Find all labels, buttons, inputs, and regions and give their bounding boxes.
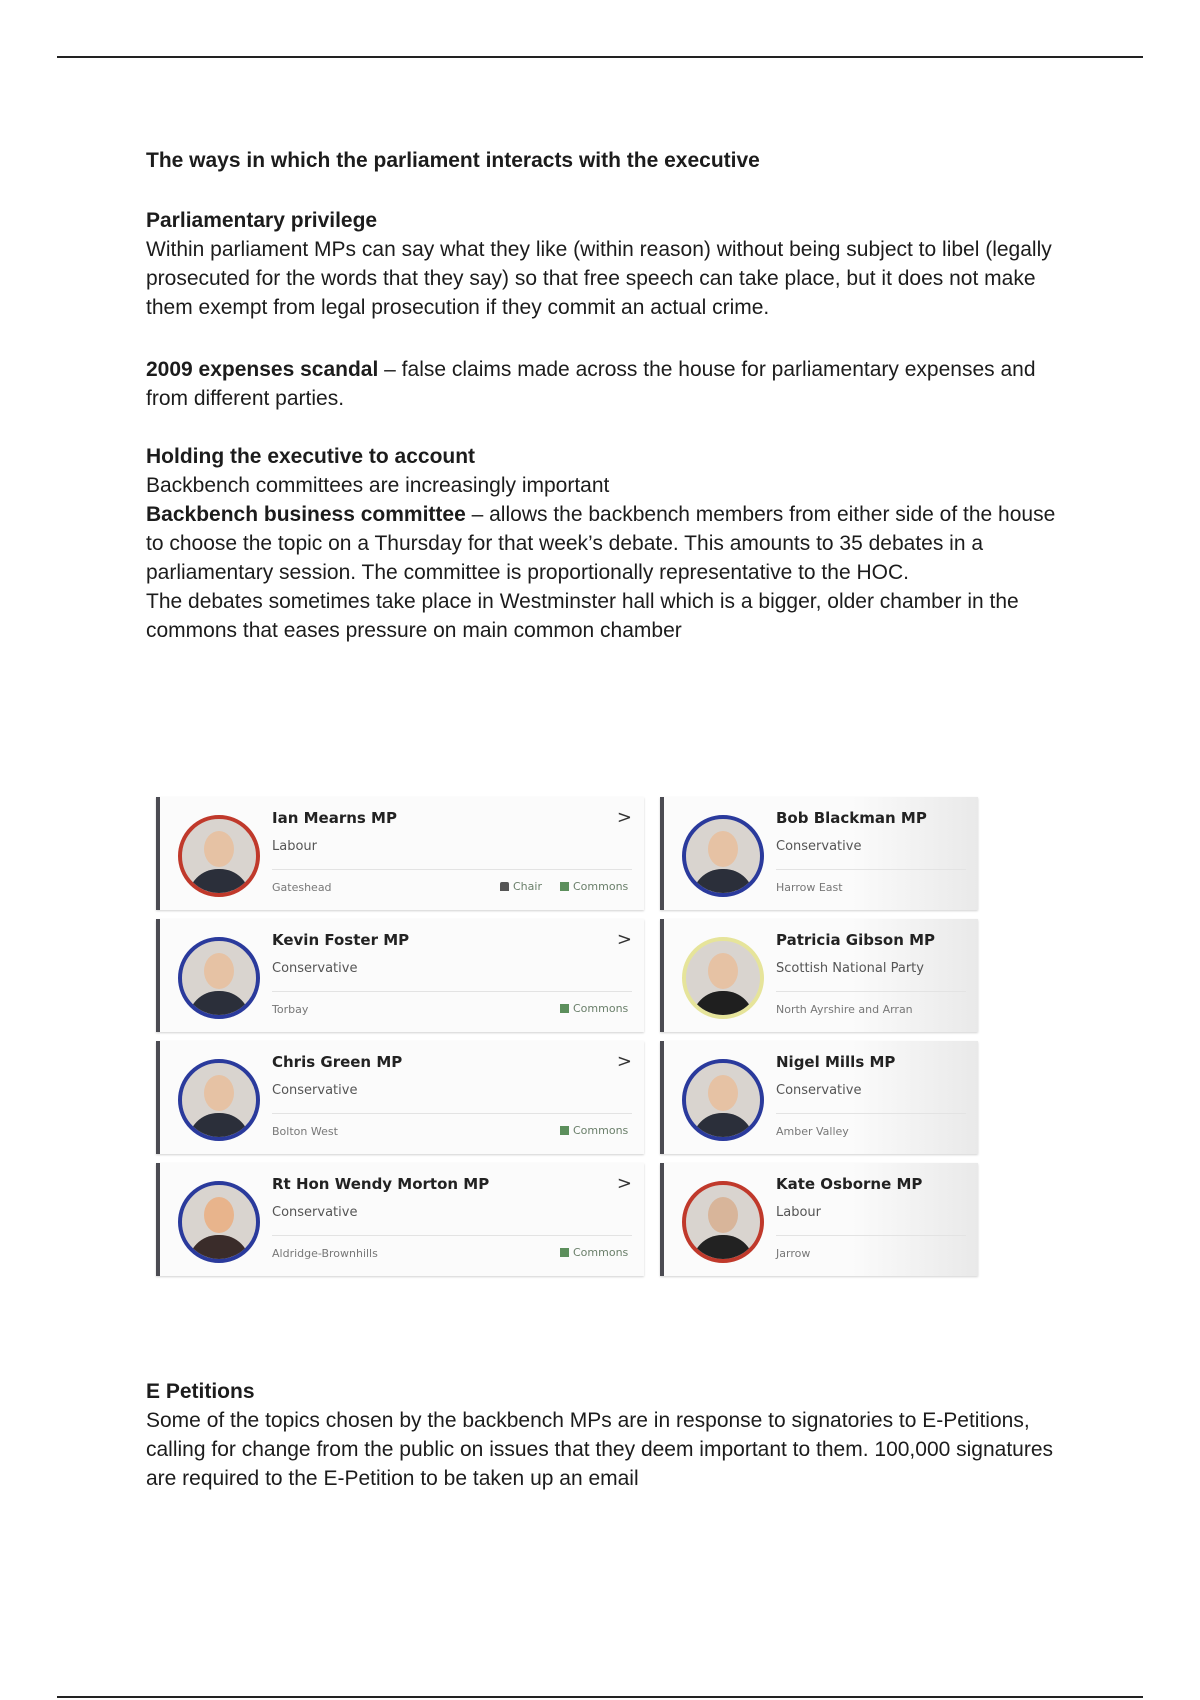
account-paragraph2 [146,500,1066,587]
privilege-section [146,206,1066,322]
expenses-rest: – false claims made across the house for parliamentary expenses and from different parties. [146,358,1036,410]
mp-party: Conservative [272,1205,358,1220]
commons-icon [560,882,569,891]
top-rule [57,56,1143,58]
mp-avatar [682,815,764,897]
petitions-text: Some of the topics chosen by the backbench MPs are in response to signatories to E-Petitions, calling for change from the public on issues that they deem important to them. 100,000 signatures are required to the E-Petition to be taken up an email [146,1409,1054,1490]
mp-constituency: Jarrow [776,1247,811,1260]
house-label: Commons [573,1124,629,1137]
house-label: Commons [573,880,629,893]
page-title: The ways in which the parliament interacts with the executive [146,149,760,172]
mp-name: Patricia Gibson MP [776,931,936,949]
mp-card[interactable] [660,1163,978,1276]
expenses-text [146,355,1066,413]
house-label: Commons [573,1002,629,1015]
mp-card[interactable] [660,1041,978,1154]
account-section [146,442,1066,645]
mp-party: Conservative [776,839,862,854]
chevron-right-icon[interactable]: > [616,1173,632,1194]
commons-icon [560,1248,569,1257]
account-line1: Backbench committees are increasingly important [146,474,610,497]
privilege-text: Within parliament MPs can say what they like (within reason) without being subject to libel (legally prosecuted for the words that they say) so that free speech can take place, but it does not make them exempt from legal prosecution if they commit an actual crime. [146,238,1052,319]
commons-icon [560,1126,569,1135]
mp-name: Kate Osborne MP [776,1175,923,1193]
mp-party: Conservative [776,1083,862,1098]
divider [776,991,966,992]
committee-bold: Backbench business committee [146,503,466,526]
petitions-heading: E Petitions [146,1380,255,1403]
divider [272,869,632,870]
mp-card[interactable] [156,919,644,1032]
divider [272,991,632,992]
mp-constituency: Bolton West [272,1125,338,1138]
privilege-heading: Parliamentary privilege [146,209,378,232]
mp-avatar [178,937,260,1019]
mp-card[interactable] [660,797,978,910]
mp-name: Chris Green MP [272,1053,403,1071]
mp-avatar [682,1059,764,1141]
mp-avatar [682,1181,764,1263]
chair-tag [500,880,542,893]
chevron-right-icon[interactable]: > [616,807,632,828]
mp-party: Scottish National Party [776,961,924,976]
bottom-rule [57,1696,1143,1698]
petitions-section [146,1377,1066,1493]
mp-constituency: North Ayrshire and Arran [776,1003,913,1016]
mp-name: Ian Mearns MP [272,809,397,827]
mp-grid [156,797,974,1291]
house-tag [560,880,628,893]
mp-party: Labour [272,839,317,854]
mp-party: Conservative [272,961,358,976]
mp-card[interactable] [156,797,644,910]
mp-card[interactable] [660,919,978,1032]
mp-name: Kevin Foster MP [272,931,410,949]
divider [776,1235,966,1236]
mp-name: Nigel Mills MP [776,1053,896,1071]
mp-constituency: Torbay [272,1003,309,1016]
expenses-section [146,355,1066,413]
chair-icon [500,882,509,891]
chevron-right-icon[interactable]: > [616,929,632,950]
account-heading: Holding the executive to account [146,445,476,468]
committee-text: – allows the backbench members from either side of the house to choose the topic on a Thursday for that week’s debate. This amounts to 35 debates in a parliamentary session. The committee is proportionally representative to the HOC. [146,503,1056,584]
divider [776,869,966,870]
house-tag [560,1124,628,1137]
divider [272,1113,632,1114]
chair-label: Chair [513,880,542,893]
mp-constituency: Gateshead [272,881,332,894]
mp-party: Conservative [272,1083,358,1098]
chevron-right-icon[interactable]: > [616,1051,632,1072]
mp-avatar [178,1059,260,1141]
commons-icon [560,1004,569,1013]
mp-constituency: Aldridge-Brownhills [272,1247,378,1260]
house-tag [560,1002,628,1015]
divider [272,1235,632,1236]
mp-card[interactable] [156,1163,644,1276]
mp-avatar [682,937,764,1019]
house-label: Commons [573,1246,629,1259]
mp-name: Bob Blackman MP [776,809,927,827]
divider [776,1113,966,1114]
mp-party: Labour [776,1205,821,1220]
mp-constituency: Harrow East [776,881,843,894]
mp-name: Rt Hon Wendy Morton MP [272,1175,490,1193]
mp-card[interactable] [156,1041,644,1154]
mp-avatar [178,1181,260,1263]
mp-constituency: Amber Valley [776,1125,849,1138]
mp-avatar [178,815,260,897]
house-tag [560,1246,628,1259]
account-paragraph3: The debates sometimes take place in Westminster hall which is a bigger, older chamber in the commons that eases pressure on main common chamber [146,590,1019,642]
expenses-bold: 2009 expenses scandal [146,358,379,381]
